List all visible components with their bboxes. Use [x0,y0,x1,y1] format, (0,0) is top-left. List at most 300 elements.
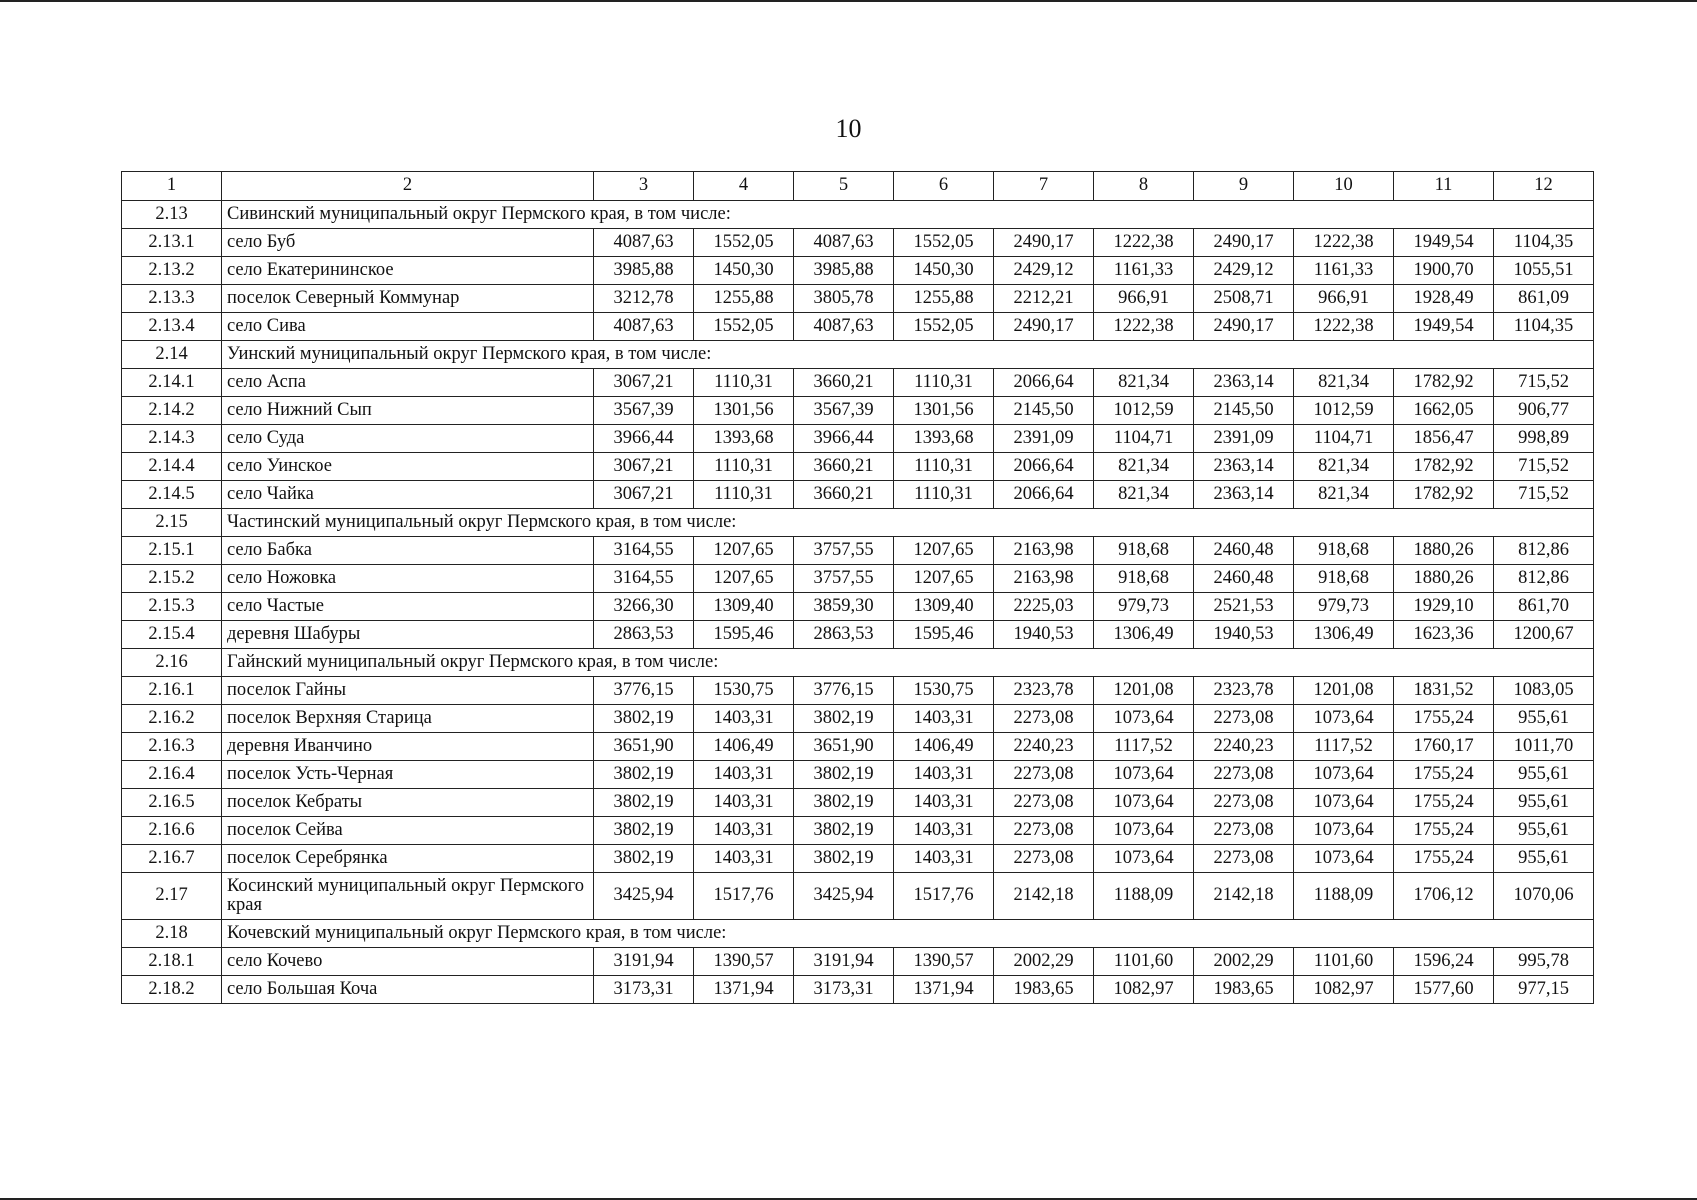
value-cell: 1306,49 [1094,621,1194,649]
table-row [122,677,1594,705]
table-row [122,873,1594,920]
value-cell: 1406,49 [694,733,794,761]
value-cell: 3651,90 [594,733,694,761]
value-cell: 2273,08 [1194,817,1294,845]
value-cell: 3757,55 [794,565,894,593]
table-header-row [122,172,1594,201]
value-cell: 1755,24 [1394,817,1494,845]
value-cell: 3802,19 [794,761,894,789]
value-cell: 1662,05 [1394,397,1494,425]
value-cell: 1073,64 [1294,817,1394,845]
table-row [122,537,1594,565]
value-cell: 1755,24 [1394,789,1494,817]
row-number-cell: 2.13.3 [122,285,222,313]
value-cell: 979,73 [1094,593,1194,621]
value-cell: 1110,31 [894,481,994,509]
value-cell: 1255,88 [894,285,994,313]
row-number-cell: 2.16.6 [122,817,222,845]
value-cell: 1552,05 [894,313,994,341]
value-cell: 1371,94 [894,976,994,1004]
value-cell: 3425,94 [794,873,894,920]
value-cell: 1782,92 [1394,369,1494,397]
value-cell: 1110,31 [894,369,994,397]
value-cell: 955,61 [1494,789,1594,817]
value-cell: 3164,55 [594,537,694,565]
value-cell: 821,34 [1094,453,1194,481]
value-cell: 1073,64 [1294,705,1394,733]
value-cell: 812,86 [1494,565,1594,593]
value-cell: 1101,60 [1094,948,1194,976]
value-cell: 2363,14 [1194,369,1294,397]
value-cell: 1949,54 [1394,229,1494,257]
value-cell: 2142,18 [1194,873,1294,920]
settlement-name-cell: поселок Усть-Черная [222,761,594,789]
value-cell: 2508,71 [1194,285,1294,313]
value-cell: 1782,92 [1394,453,1494,481]
row-number-cell: 2.13.2 [122,257,222,285]
value-cell: 2273,08 [1194,789,1294,817]
value-cell: 1188,09 [1094,873,1194,920]
value-cell: 1390,57 [894,948,994,976]
value-cell: 1595,46 [694,621,794,649]
value-cell: 1222,38 [1094,313,1194,341]
settlement-name-cell: поселок Верхняя Старица [222,705,594,733]
value-cell: 1856,47 [1394,425,1494,453]
value-cell: 3266,30 [594,593,694,621]
value-cell: 1983,65 [994,976,1094,1004]
value-cell: 2066,64 [994,481,1094,509]
header-cell: 7 [994,172,1094,201]
value-cell: 3802,19 [594,705,694,733]
value-cell: 3567,39 [794,397,894,425]
row-number-cell: 2.16.1 [122,677,222,705]
table-row [122,397,1594,425]
value-cell: 4087,63 [794,313,894,341]
value-cell: 1403,31 [694,705,794,733]
row-number-cell: 2.18.1 [122,948,222,976]
value-cell: 1755,24 [1394,705,1494,733]
value-cell: 955,61 [1494,845,1594,873]
value-cell: 1012,59 [1294,397,1394,425]
value-cell: 3173,31 [594,976,694,1004]
value-cell: 1403,31 [694,845,794,873]
header-cell: 6 [894,172,994,201]
value-cell: 1949,54 [1394,313,1494,341]
value-cell: 1073,64 [1094,845,1194,873]
table-row [122,733,1594,761]
value-cell: 1200,67 [1494,621,1594,649]
value-cell: 1406,49 [894,733,994,761]
table-row [122,425,1594,453]
settlement-name-cell: село Чайка [222,481,594,509]
value-cell: 2323,78 [994,677,1094,705]
value-cell: 1207,65 [894,565,994,593]
value-cell: 1255,88 [694,285,794,313]
value-cell: 966,91 [1294,285,1394,313]
value-cell: 2273,08 [1194,845,1294,873]
row-number-cell: 2.14.3 [122,425,222,453]
value-cell: 2145,50 [994,397,1094,425]
value-cell: 1104,35 [1494,229,1594,257]
value-cell: 1201,08 [1094,677,1194,705]
value-cell: 2363,14 [1194,481,1294,509]
group-name-cell: Частинский муниципальный округ Пермского края, в том числе: [222,509,1594,537]
header-cell: 8 [1094,172,1194,201]
value-cell: 1403,31 [894,845,994,873]
value-cell: 2429,12 [994,257,1094,285]
header-cell: 11 [1394,172,1494,201]
value-cell: 1880,26 [1394,537,1494,565]
value-cell: 2863,53 [594,621,694,649]
row-number-cell: 2.16.7 [122,845,222,873]
value-cell: 3776,15 [594,677,694,705]
row-number-cell: 2.14.4 [122,453,222,481]
value-cell: 1760,17 [1394,733,1494,761]
value-cell: 2066,64 [994,369,1094,397]
value-cell: 2863,53 [794,621,894,649]
value-cell: 998,89 [1494,425,1594,453]
value-cell: 1207,65 [894,537,994,565]
value-cell: 1900,70 [1394,257,1494,285]
value-cell: 1301,56 [694,397,794,425]
value-cell: 1306,49 [1294,621,1394,649]
value-cell: 4087,63 [794,229,894,257]
value-cell: 812,86 [1494,537,1594,565]
value-cell: 1222,38 [1294,229,1394,257]
value-cell: 1450,30 [694,257,794,285]
value-cell: 1073,64 [1094,705,1194,733]
group-name-cell: Уинский муниципальный округ Пермского края, в том числе: [222,341,1594,369]
value-cell: 2273,08 [994,761,1094,789]
value-cell: 861,70 [1494,593,1594,621]
value-cell: 2066,64 [994,453,1094,481]
value-cell: 1117,52 [1294,733,1394,761]
value-cell: 1301,56 [894,397,994,425]
value-cell: 1070,06 [1494,873,1594,920]
value-cell: 1403,31 [694,817,794,845]
table-row [122,257,1594,285]
value-cell: 1706,12 [1394,873,1494,920]
value-cell: 821,34 [1294,453,1394,481]
group-name-cell: Гайнский муниципальный округ Пермского края, в том числе: [222,649,1594,677]
row-number-cell: 2.18.2 [122,976,222,1004]
table-group-row [122,341,1594,369]
value-cell: 3966,44 [794,425,894,453]
value-cell: 2273,08 [994,845,1094,873]
value-cell: 918,68 [1094,537,1194,565]
value-cell: 2273,08 [1194,761,1294,789]
value-cell: 1207,65 [694,537,794,565]
value-cell: 3802,19 [594,817,694,845]
value-cell: 1161,33 [1094,257,1194,285]
tariff-table [121,171,1594,1004]
header-cell: 12 [1494,172,1594,201]
row-number-cell: 2.13 [122,201,222,229]
header-cell: 1 [122,172,222,201]
value-cell: 3805,78 [794,285,894,313]
row-number-cell: 2.15 [122,509,222,537]
settlement-name-cell: поселок Серебрянка [222,845,594,873]
value-cell: 1012,59 [1094,397,1194,425]
value-cell: 3212,78 [594,285,694,313]
value-cell: 2460,48 [1194,537,1294,565]
value-cell: 3802,19 [594,845,694,873]
value-cell: 3802,19 [794,845,894,873]
value-cell: 2391,09 [1194,425,1294,453]
table-row [122,369,1594,397]
value-cell: 2163,98 [994,537,1094,565]
value-cell: 2490,17 [1194,229,1294,257]
settlement-name-cell: село Частые [222,593,594,621]
group-name-cell: Кочевский муниципальный округ Пермского края, в том числе: [222,920,1594,948]
table-row [122,705,1594,733]
row-number-cell: 2.15.1 [122,537,222,565]
value-cell: 3802,19 [794,705,894,733]
row-number-cell: 2.15.4 [122,621,222,649]
row-number-cell: 2.18 [122,920,222,948]
value-cell: 821,34 [1094,369,1194,397]
value-cell: 1110,31 [694,453,794,481]
value-cell: 821,34 [1094,481,1194,509]
value-cell: 3757,55 [794,537,894,565]
row-number-cell: 2.15.2 [122,565,222,593]
value-cell: 1082,97 [1094,976,1194,1004]
value-cell: 715,52 [1494,369,1594,397]
value-cell: 2490,17 [994,313,1094,341]
value-cell: 3191,94 [794,948,894,976]
table-group-row [122,201,1594,229]
settlement-name-cell: деревня Шабуры [222,621,594,649]
settlement-name-cell: село Сива [222,313,594,341]
value-cell: 1371,94 [694,976,794,1004]
value-cell: 955,61 [1494,761,1594,789]
settlement-name-cell: село Буб [222,229,594,257]
value-cell: 2163,98 [994,565,1094,593]
value-cell: 918,68 [1294,565,1394,593]
value-cell: 2273,08 [994,817,1094,845]
value-cell: 715,52 [1494,453,1594,481]
row-number-cell: 2.16.4 [122,761,222,789]
settlement-name-cell: село Большая Коча [222,976,594,1004]
row-number-cell: 2.16 [122,649,222,677]
value-cell: 1928,49 [1394,285,1494,313]
value-cell: 3660,21 [794,481,894,509]
value-cell: 1161,33 [1294,257,1394,285]
value-cell: 966,91 [1094,285,1194,313]
table-group-row [122,920,1594,948]
table-row [122,621,1594,649]
value-cell: 2521,53 [1194,593,1294,621]
value-cell: 995,78 [1494,948,1594,976]
header-cell: 5 [794,172,894,201]
settlement-name-cell: село Кочево [222,948,594,976]
table-row [122,229,1594,257]
table-body [122,172,1594,1004]
settlement-name-cell: поселок Северный Коммунар [222,285,594,313]
value-cell: 1393,68 [894,425,994,453]
value-cell: 1782,92 [1394,481,1494,509]
value-cell: 3859,30 [794,593,894,621]
table-row [122,948,1594,976]
value-cell: 1188,09 [1294,873,1394,920]
value-cell: 1073,64 [1094,817,1194,845]
value-cell: 1552,05 [894,229,994,257]
table-group-row [122,509,1594,537]
value-cell: 3425,94 [594,873,694,920]
value-cell: 2240,23 [1194,733,1294,761]
value-cell: 4087,63 [594,313,694,341]
value-cell: 1595,46 [894,621,994,649]
settlement-name-cell: село Суда [222,425,594,453]
value-cell: 979,73 [1294,593,1394,621]
value-cell: 3985,88 [794,257,894,285]
value-cell: 1207,65 [694,565,794,593]
value-cell: 1983,65 [1194,976,1294,1004]
value-cell: 3802,19 [594,789,694,817]
table-row [122,976,1594,1004]
value-cell: 1073,64 [1294,789,1394,817]
table-row [122,453,1594,481]
table-row [122,481,1594,509]
value-cell: 1880,26 [1394,565,1494,593]
value-cell: 2363,14 [1194,453,1294,481]
settlement-name-cell: село Ножовка [222,565,594,593]
value-cell: 1104,35 [1494,313,1594,341]
settlement-name-cell: село Бабка [222,537,594,565]
value-cell: 2391,09 [994,425,1094,453]
value-cell: 2142,18 [994,873,1094,920]
value-cell: 906,77 [1494,397,1594,425]
value-cell: 1222,38 [1094,229,1194,257]
value-cell: 1755,24 [1394,845,1494,873]
value-cell: 3191,94 [594,948,694,976]
header-cell: 2 [222,172,594,201]
settlement-name-cell: село Уинское [222,453,594,481]
value-cell: 955,61 [1494,705,1594,733]
value-cell: 1403,31 [894,761,994,789]
value-cell: 1831,52 [1394,677,1494,705]
value-cell: 1104,71 [1294,425,1394,453]
value-cell: 3802,19 [794,789,894,817]
value-cell: 2490,17 [994,229,1094,257]
value-cell: 918,68 [1294,537,1394,565]
value-cell: 1073,64 [1094,789,1194,817]
header-cell: 3 [594,172,694,201]
row-number-cell: 2.13.1 [122,229,222,257]
value-cell: 1073,64 [1294,845,1394,873]
value-cell: 3173,31 [794,976,894,1004]
value-cell: 821,34 [1294,369,1394,397]
value-cell: 2429,12 [1194,257,1294,285]
row-number-cell: 2.14 [122,341,222,369]
row-number-cell: 2.15.3 [122,593,222,621]
settlement-name-cell: село Нижний Сып [222,397,594,425]
value-cell: 1530,75 [694,677,794,705]
header-cell: 9 [1194,172,1294,201]
value-cell: 1517,76 [694,873,794,920]
value-cell: 1517,76 [894,873,994,920]
value-cell: 1552,05 [694,229,794,257]
value-cell: 1577,60 [1394,976,1494,1004]
value-cell: 1403,31 [894,789,994,817]
value-cell: 3567,39 [594,397,694,425]
settlement-name-cell: село Аспа [222,369,594,397]
value-cell: 3067,21 [594,453,694,481]
table-row [122,845,1594,873]
value-cell: 1450,30 [894,257,994,285]
value-cell: 1390,57 [694,948,794,976]
settlement-name-cell: Косинский муниципальный округ Пермского края [222,873,594,920]
value-cell: 1083,05 [1494,677,1594,705]
value-cell: 1929,10 [1394,593,1494,621]
value-cell: 1110,31 [694,369,794,397]
value-cell: 1073,64 [1094,761,1194,789]
value-cell: 3776,15 [794,677,894,705]
value-cell: 1755,24 [1394,761,1494,789]
value-cell: 2145,50 [1194,397,1294,425]
value-cell: 2002,29 [1194,948,1294,976]
value-cell: 3660,21 [794,369,894,397]
value-cell: 2460,48 [1194,565,1294,593]
table-row [122,789,1594,817]
value-cell: 1552,05 [694,313,794,341]
row-number-cell: 2.14.1 [122,369,222,397]
value-cell: 3067,21 [594,481,694,509]
header-cell: 4 [694,172,794,201]
value-cell: 1110,31 [694,481,794,509]
value-cell: 1011,70 [1494,733,1594,761]
value-cell: 821,34 [1294,481,1394,509]
value-cell: 1309,40 [694,593,794,621]
settlement-name-cell: поселок Гайны [222,677,594,705]
value-cell: 1393,68 [694,425,794,453]
value-cell: 1117,52 [1094,733,1194,761]
value-cell: 1940,53 [994,621,1094,649]
value-cell: 977,15 [1494,976,1594,1004]
page-number: 10 [835,114,862,143]
settlement-name-cell: деревня Иванчино [222,733,594,761]
row-number-cell: 2.17 [122,873,222,920]
table-group-row [122,649,1594,677]
table-row [122,313,1594,341]
value-cell: 1403,31 [694,761,794,789]
value-cell: 3985,88 [594,257,694,285]
value-cell: 3660,21 [794,453,894,481]
value-cell: 1403,31 [894,705,994,733]
value-cell: 1055,51 [1494,257,1594,285]
row-number-cell: 2.14.2 [122,397,222,425]
settlement-name-cell: село Екатерининское [222,257,594,285]
value-cell: 3651,90 [794,733,894,761]
table-row [122,285,1594,313]
value-cell: 1073,64 [1294,761,1394,789]
value-cell: 1201,08 [1294,677,1394,705]
table-row [122,817,1594,845]
row-number-cell: 2.16.5 [122,789,222,817]
table-row [122,593,1594,621]
settlement-name-cell: поселок Сейва [222,817,594,845]
row-number-cell: 2.13.4 [122,313,222,341]
value-cell: 1222,38 [1294,313,1394,341]
row-number-cell: 2.16.2 [122,705,222,733]
value-cell: 3966,44 [594,425,694,453]
value-cell: 918,68 [1094,565,1194,593]
value-cell: 715,52 [1494,481,1594,509]
value-cell: 1110,31 [894,453,994,481]
value-cell: 1082,97 [1294,976,1394,1004]
value-cell: 2002,29 [994,948,1094,976]
value-cell: 1530,75 [894,677,994,705]
